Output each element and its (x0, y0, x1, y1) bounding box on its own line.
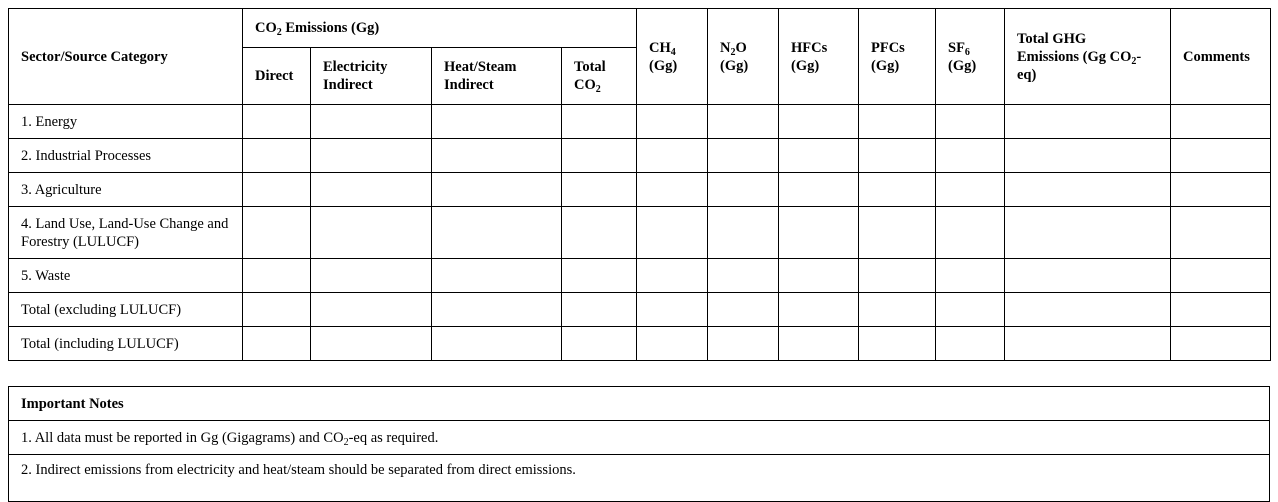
data-cell[interactable] (779, 259, 859, 293)
data-cell[interactable] (432, 259, 562, 293)
data-cell[interactable] (1171, 259, 1271, 293)
data-cell[interactable] (311, 327, 432, 361)
data-cell[interactable] (859, 207, 936, 259)
data-cell[interactable] (562, 105, 637, 139)
data-cell[interactable] (859, 173, 936, 207)
header-electricity-indirect: Electricity Indirect (311, 48, 432, 105)
header-ch4: $CH_4$ (Gg) (637, 9, 708, 105)
row-label-waste: 5. Waste (9, 259, 243, 293)
data-cell[interactable] (859, 105, 936, 139)
header-total-co2: Total $CO_2$ (562, 48, 637, 105)
data-cell[interactable] (243, 293, 311, 327)
data-cell[interactable] (1005, 327, 1171, 361)
ghg-emissions-table (8, 8, 1271, 361)
data-cell[interactable] (311, 259, 432, 293)
data-cell[interactable] (859, 327, 936, 361)
data-cell[interactable] (432, 207, 562, 259)
notes-title: Important Notes (9, 387, 1270, 421)
data-cell[interactable] (1005, 259, 1171, 293)
note-item: 2. Indirect emissions from electricity and heat/steam should be separated from direct emissions. (9, 455, 1270, 502)
data-cell[interactable] (432, 105, 562, 139)
data-cell[interactable] (936, 105, 1005, 139)
data-cell[interactable] (311, 173, 432, 207)
data-cell[interactable] (708, 327, 779, 361)
table-row (9, 327, 1271, 361)
header-pfcs: PFCs (Gg) (859, 9, 936, 105)
important-notes-table (8, 386, 1270, 502)
note-item: 1. All data must be reported in Gg (Gigagrams) and $CO_2-eq$ as required. (9, 421, 1270, 455)
data-cell[interactable] (432, 173, 562, 207)
header-n2o: $N_2O$ (Gg) (708, 9, 779, 105)
data-cell[interactable] (311, 207, 432, 259)
header-total-ghg: Total GHG Emissions (Gg $CO_2-$ eq) (1005, 9, 1171, 105)
data-cell[interactable] (936, 173, 1005, 207)
table-row (9, 293, 1271, 327)
data-cell[interactable] (1171, 207, 1271, 259)
header-sf6: $SF_6$ (Gg) (936, 9, 1005, 105)
data-cell[interactable] (311, 105, 432, 139)
data-cell[interactable] (1171, 327, 1271, 361)
data-cell[interactable] (936, 139, 1005, 173)
data-cell[interactable] (708, 293, 779, 327)
data-cell[interactable] (637, 105, 708, 139)
data-cell[interactable] (311, 139, 432, 173)
data-cell[interactable] (1171, 139, 1271, 173)
data-cell[interactable] (637, 259, 708, 293)
data-cell[interactable] (859, 259, 936, 293)
header-hfcs: HFCs (Gg) (779, 9, 859, 105)
data-cell[interactable] (637, 327, 708, 361)
data-cell[interactable] (1171, 105, 1271, 139)
header-co2-emissions: $CO_2$ Emissions (Gg) (243, 9, 637, 48)
row-label-agriculture: 3. Agriculture (9, 173, 243, 207)
table-row (9, 207, 1271, 259)
data-cell[interactable] (1005, 207, 1171, 259)
data-cell[interactable] (936, 259, 1005, 293)
row-label-total-excluding-lulucf: Total (excluding LULUCF) (9, 293, 243, 327)
row-label-energy: 1. Energy (9, 105, 243, 139)
table-row (9, 139, 1271, 173)
data-cell[interactable] (708, 105, 779, 139)
data-cell[interactable] (243, 327, 311, 361)
data-cell[interactable] (1005, 293, 1171, 327)
data-cell[interactable] (779, 105, 859, 139)
data-cell[interactable] (243, 139, 311, 173)
data-cell[interactable] (779, 207, 859, 259)
data-cell[interactable] (859, 139, 936, 173)
data-cell[interactable] (936, 327, 1005, 361)
table-row (9, 105, 1271, 139)
data-cell[interactable] (1171, 173, 1271, 207)
data-cell[interactable] (779, 293, 859, 327)
table-row (9, 173, 1271, 207)
data-cell[interactable] (562, 327, 637, 361)
data-cell[interactable] (1005, 139, 1171, 173)
data-cell[interactable] (243, 259, 311, 293)
data-cell[interactable] (562, 293, 637, 327)
table-row (9, 259, 1271, 293)
data-cell[interactable] (859, 293, 936, 327)
data-cell[interactable] (243, 173, 311, 207)
header-direct: Direct (243, 48, 311, 105)
data-cell[interactable] (637, 293, 708, 327)
data-cell[interactable] (779, 327, 859, 361)
data-cell[interactable] (708, 173, 779, 207)
data-cell[interactable] (1005, 105, 1171, 139)
data-cell[interactable] (708, 139, 779, 173)
data-cell[interactable] (243, 105, 311, 139)
data-cell[interactable] (432, 293, 562, 327)
data-cell[interactable] (243, 207, 311, 259)
data-cell[interactable] (1005, 173, 1171, 207)
data-cell[interactable] (432, 327, 562, 361)
data-cell[interactable] (637, 173, 708, 207)
data-cell[interactable] (562, 139, 637, 173)
data-cell[interactable] (779, 173, 859, 207)
data-cell[interactable] (562, 173, 637, 207)
header-heat-steam-indirect: Heat/Steam Indirect (432, 48, 562, 105)
header-sector: Sector/Source Category (9, 9, 243, 105)
row-label-total-including-lulucf: Total (including LULUCF) (9, 327, 243, 361)
data-cell[interactable] (708, 207, 779, 259)
data-cell[interactable] (562, 207, 637, 259)
row-label-lulucf: 4. Land Use, Land-Use Change and Forestry (LULUCF) (9, 207, 243, 259)
data-cell[interactable] (708, 259, 779, 293)
data-cell[interactable] (936, 207, 1005, 259)
row-label-industrial-processes: 2. Industrial Processes (9, 139, 243, 173)
data-cell[interactable] (936, 293, 1005, 327)
data-cell[interactable] (562, 259, 637, 293)
data-cell[interactable] (311, 293, 432, 327)
data-cell[interactable] (637, 207, 708, 259)
header-comments: Comments (1171, 9, 1271, 105)
data-cell[interactable] (637, 139, 708, 173)
data-cell[interactable] (432, 139, 562, 173)
data-cell[interactable] (779, 139, 859, 173)
data-cell[interactable] (1171, 293, 1271, 327)
